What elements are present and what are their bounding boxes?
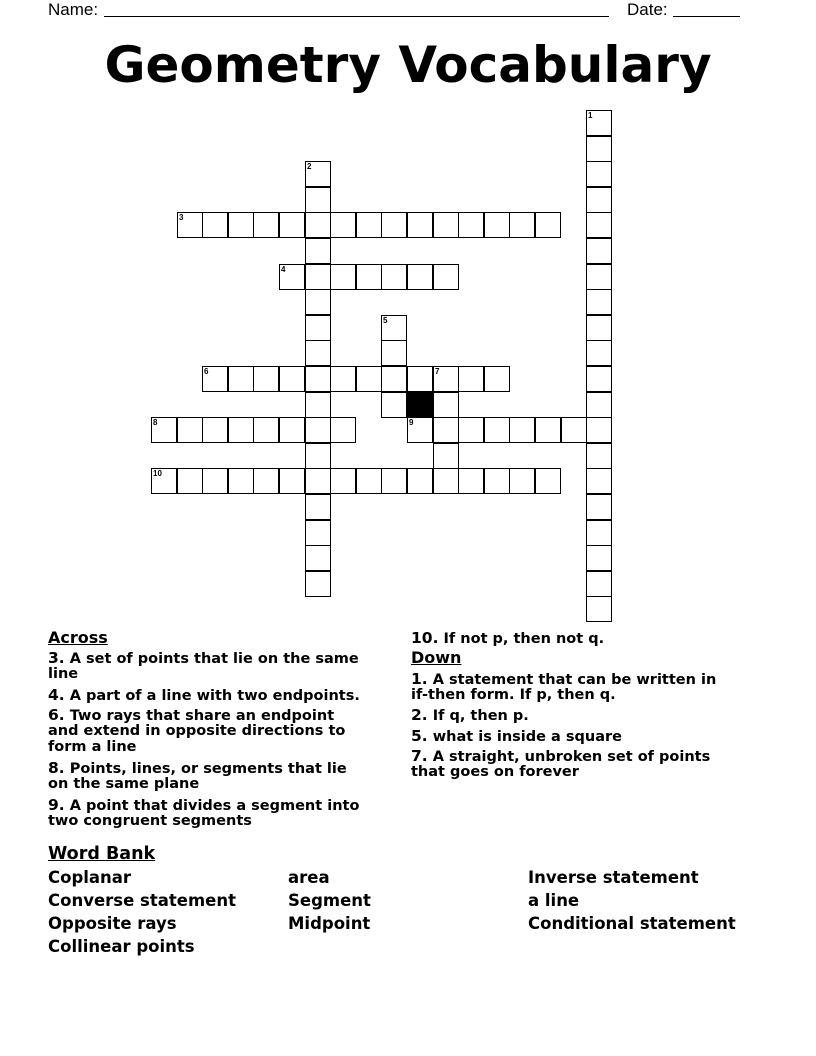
- grid-cell[interactable]: [253, 366, 279, 392]
- grid-cell[interactable]: [407, 366, 433, 392]
- grid-cell[interactable]: [407, 212, 433, 238]
- clue-number: 10.: [411, 629, 439, 647]
- grid-cell[interactable]: [381, 366, 407, 392]
- word-bank-item: Inverse statement: [528, 868, 699, 887]
- clue-number-label: 8: [153, 418, 158, 427]
- grid-cell[interactable]: [305, 366, 331, 392]
- grid-cell[interactable]: [586, 443, 612, 469]
- clue-text: A set of points that lie on the same: [69, 651, 359, 667]
- grid-cell[interactable]: [509, 417, 535, 443]
- grid-cell[interactable]: [305, 315, 331, 341]
- grid-cell[interactable]: [509, 468, 535, 494]
- grid-cell[interactable]: [586, 366, 612, 392]
- grid-cell[interactable]: [356, 264, 382, 290]
- grid-cell[interactable]: [228, 366, 254, 392]
- grid-cell[interactable]: [305, 571, 331, 597]
- grid-cell[interactable]: [381, 264, 407, 290]
- clue-number: 6.: [48, 706, 65, 724]
- grid-cell[interactable]: [381, 315, 407, 341]
- grid-cell[interactable]: [535, 212, 561, 238]
- grid-cell[interactable]: [586, 289, 612, 315]
- clue-number: 4.: [48, 686, 65, 704]
- grid-cell[interactable]: [586, 187, 612, 213]
- clue-across-9: [48, 797, 359, 815]
- grid-cell[interactable]: [535, 468, 561, 494]
- clue-number-label: 1: [588, 111, 593, 120]
- grid-cell[interactable]: [151, 468, 177, 494]
- clue-down-7-cont: that goes on forever: [411, 764, 579, 780]
- grid-cell[interactable]: [458, 468, 484, 494]
- clue-down-2: [411, 707, 529, 725]
- grid-cell[interactable]: [356, 468, 382, 494]
- grid-cell[interactable]: [433, 417, 459, 443]
- clue-number-label: 7: [435, 367, 440, 376]
- grid-cell[interactable]: [228, 468, 254, 494]
- grid-cell[interactable]: [433, 468, 459, 494]
- grid-cell[interactable]: [279, 264, 305, 290]
- grid-cell[interactable]: [330, 417, 356, 443]
- grid-cell[interactable]: [407, 468, 433, 494]
- down-heading: Down: [411, 648, 462, 667]
- grid-cell[interactable]: [586, 161, 612, 187]
- grid-cell[interactable]: [433, 366, 459, 392]
- word-bank-item: area: [288, 868, 330, 887]
- grid-cell[interactable]: [305, 443, 331, 469]
- grid-cell[interactable]: [228, 212, 254, 238]
- grid-cell[interactable]: [535, 417, 561, 443]
- clue-number-label: 3: [179, 213, 184, 222]
- clue-text: what is inside a square: [432, 729, 622, 745]
- grid-cell[interactable]: [202, 212, 228, 238]
- grid-cell[interactable]: [458, 417, 484, 443]
- grid-cell[interactable]: [381, 392, 407, 418]
- word-bank-item: Segment: [288, 891, 371, 910]
- clue-number: 2.: [411, 706, 428, 724]
- grid-cell[interactable]: [279, 212, 305, 238]
- grid-cell[interactable]: [228, 417, 254, 443]
- clue-number-label: 5: [383, 316, 388, 325]
- grid-cell[interactable]: [305, 520, 331, 546]
- clue-across-6: [48, 707, 334, 725]
- grid-cell[interactable]: [586, 596, 612, 622]
- grid-cell[interactable]: [586, 136, 612, 162]
- grid-cell[interactable]: [433, 264, 459, 290]
- grid-cell[interactable]: [305, 264, 331, 290]
- grid-cell[interactable]: [484, 468, 510, 494]
- grid-cell[interactable]: [586, 545, 612, 571]
- clue-text: If not p, then not q.: [443, 631, 605, 647]
- clue-text: A part of a line with two endpoints.: [69, 688, 360, 704]
- grid-cell[interactable]: [356, 212, 382, 238]
- grid-cell[interactable]: [407, 417, 433, 443]
- grid-cell[interactable]: [177, 468, 203, 494]
- clue-number: 3.: [48, 649, 65, 667]
- word-bank-item: Collinear points: [48, 937, 195, 956]
- grid-cell[interactable]: [330, 212, 356, 238]
- clue-number: 9.: [48, 796, 65, 814]
- grid-cell[interactable]: [279, 417, 305, 443]
- clue-across-10: [411, 630, 604, 648]
- word-bank-item: Midpoint: [288, 914, 371, 933]
- grid-cell[interactable]: [586, 494, 612, 520]
- grid-cell[interactable]: [202, 417, 228, 443]
- grid-cell[interactable]: [586, 340, 612, 366]
- grid-cell[interactable]: [305, 417, 331, 443]
- clue-number-label: 9: [409, 418, 414, 427]
- grid-cell[interactable]: [305, 468, 331, 494]
- grid-cell[interactable]: [433, 392, 459, 418]
- grid-cell[interactable]: [433, 212, 459, 238]
- name-label: Name:: [48, 0, 99, 19]
- page-title: Geometry Vocabulary: [104, 36, 712, 94]
- grid-cell[interactable]: [305, 161, 331, 187]
- grid-block: [407, 392, 433, 418]
- grid-cell[interactable]: [305, 545, 331, 571]
- clue-across-8: [48, 760, 347, 778]
- grid-cell[interactable]: [305, 392, 331, 418]
- grid-cell[interactable]: [458, 212, 484, 238]
- date-label: Date:: [627, 0, 668, 19]
- clue-across-6-cont: and extend in opposite directions to: [48, 723, 346, 739]
- grid-cell[interactable]: [381, 212, 407, 238]
- grid-cell[interactable]: [586, 468, 612, 494]
- clue-across-9-cont: two congruent segments: [48, 813, 252, 829]
- grid-cell[interactable]: [484, 417, 510, 443]
- grid-cell[interactable]: [305, 494, 331, 520]
- grid-cell[interactable]: [586, 264, 612, 290]
- grid-cell[interactable]: [305, 212, 331, 238]
- clue-across-6-cont: form a line: [48, 739, 137, 755]
- grid-cell[interactable]: [279, 366, 305, 392]
- clue-number: 8.: [48, 759, 65, 777]
- grid-cell[interactable]: [305, 340, 331, 366]
- clue-down-1: [411, 671, 716, 689]
- word-bank-item: Coplanar: [48, 868, 132, 887]
- word-bank-item: a line: [528, 891, 580, 910]
- grid-cell[interactable]: [561, 417, 587, 443]
- clue-text: Two rays that share an endpoint: [69, 708, 335, 724]
- word-bank-item: Conditional statement: [528, 914, 736, 933]
- grid-cell[interactable]: [586, 212, 612, 238]
- grid-cell[interactable]: [279, 468, 305, 494]
- grid-cell[interactable]: [202, 366, 228, 392]
- clue-text: A straight, unbroken set of points: [432, 749, 711, 765]
- grid-cell[interactable]: [202, 468, 228, 494]
- grid-cell[interactable]: [381, 340, 407, 366]
- clue-across-8-cont: on the same plane: [48, 776, 200, 792]
- clue-text: If q, then p.: [432, 708, 529, 724]
- clue-down-1-cont: if-then form. If p, then q.: [411, 687, 616, 703]
- grid-cell[interactable]: [586, 520, 612, 546]
- clue-down-7: [411, 748, 710, 766]
- grid-cell[interactable]: [253, 468, 279, 494]
- clue-number: 7.: [411, 747, 428, 765]
- grid-cell[interactable]: [330, 366, 356, 392]
- clue-text: A point that divides a segment into: [69, 798, 360, 814]
- grid-cell[interactable]: [458, 366, 484, 392]
- clue-number: 5.: [411, 727, 428, 745]
- across-heading: Across: [48, 628, 108, 647]
- grid-cell[interactable]: [586, 417, 612, 443]
- word-bank-title: Word Bank: [48, 844, 156, 864]
- grid-cell[interactable]: [356, 366, 382, 392]
- grid-cell[interactable]: [586, 571, 612, 597]
- grid-cell[interactable]: [586, 392, 612, 418]
- grid-cell[interactable]: [151, 417, 177, 443]
- clue-down-5: [411, 728, 622, 746]
- grid-cell[interactable]: [330, 264, 356, 290]
- grid-cell[interactable]: [381, 468, 407, 494]
- clue-number-label: 6: [204, 367, 209, 376]
- grid-cell[interactable]: [177, 212, 203, 238]
- grid-cell[interactable]: [509, 212, 535, 238]
- grid-cell[interactable]: [253, 417, 279, 443]
- grid-cell[interactable]: [330, 468, 356, 494]
- grid-cell[interactable]: [586, 238, 612, 264]
- clue-across-3: [48, 650, 359, 668]
- grid-cell[interactable]: [484, 366, 510, 392]
- grid-cell[interactable]: [253, 212, 279, 238]
- clue-text: A statement that can be written in: [432, 672, 717, 688]
- clue-number-label: 2: [307, 162, 312, 171]
- grid-cell[interactable]: [586, 110, 612, 136]
- grid-cell[interactable]: [305, 187, 331, 213]
- grid-cell[interactable]: [305, 238, 331, 264]
- grid-cell[interactable]: [433, 443, 459, 469]
- grid-cell[interactable]: [484, 212, 510, 238]
- word-bank-item: Opposite rays: [48, 914, 177, 933]
- word-bank-item: Converse statement: [48, 891, 236, 910]
- clue-number-label: 4: [281, 265, 286, 274]
- clue-across-4: [48, 687, 360, 705]
- clue-number-label: 10: [153, 469, 162, 478]
- clue-text: Points, lines, or segments that lie: [69, 761, 347, 777]
- grid-cell[interactable]: [305, 289, 331, 315]
- grid-cell[interactable]: [586, 315, 612, 341]
- clue-number: 1.: [411, 670, 428, 688]
- grid-cell[interactable]: [407, 264, 433, 290]
- grid-cell[interactable]: [177, 417, 203, 443]
- clue-across-3-cont: line: [48, 666, 79, 682]
